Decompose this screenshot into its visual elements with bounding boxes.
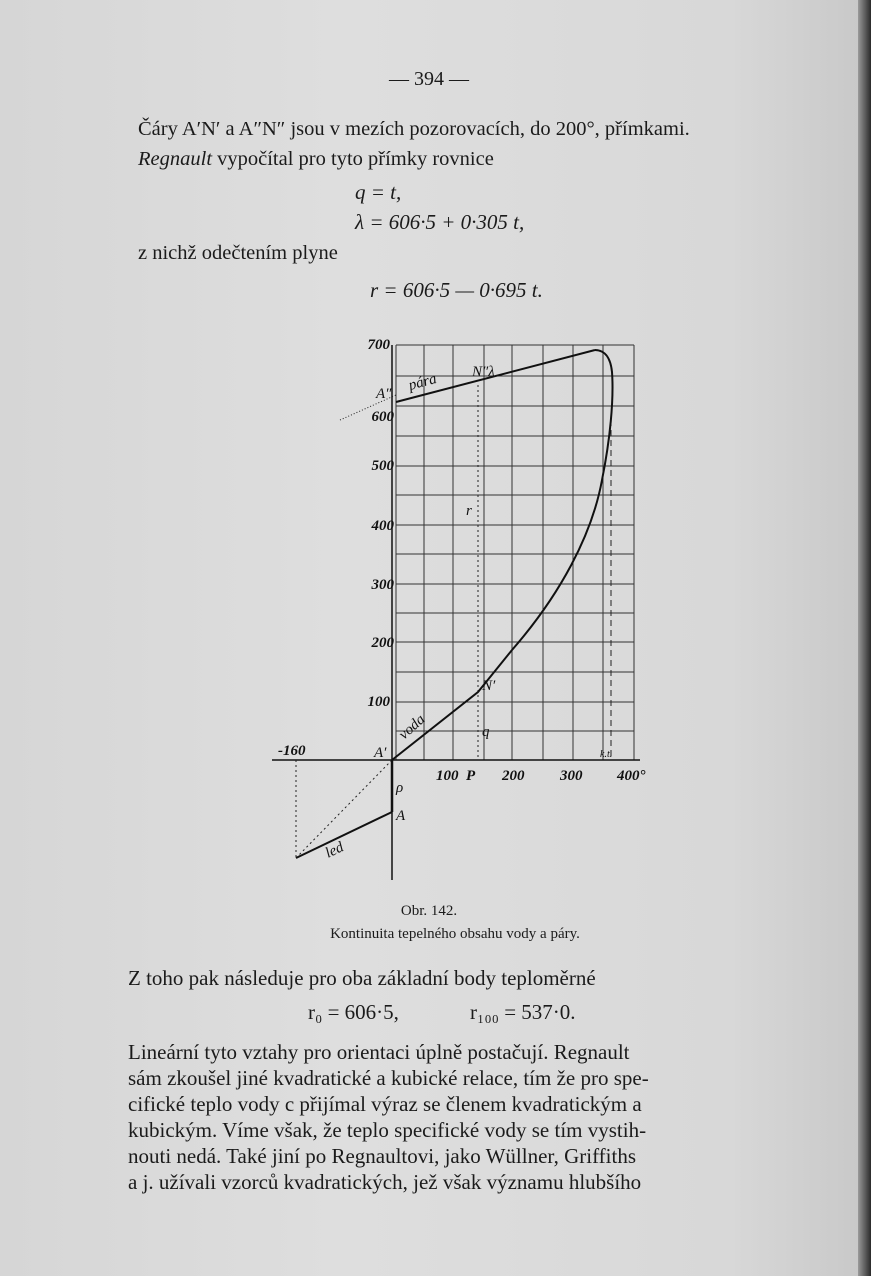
x-tick-300: 300 [560,768,583,784]
equation-r: r = 606·5 — 0·695 t. [370,278,543,302]
author-regnault: Regnault [138,148,213,170]
label-n-single: N′ [482,678,496,694]
paragraph-line-1: Lineární tyto vztahy pro orientaci úplně postačují. Regnault [128,1040,630,1064]
book-spine-shadow [858,0,871,1276]
figure-caption: Kontinuita tepelného obsahu vody a páry. [330,926,580,942]
dashed-line-ice-diagonal [296,760,392,858]
chart-grid [396,345,634,760]
page-number: — 394 — [389,68,469,90]
label-q: q [482,724,490,740]
water-curve-voda [392,350,613,760]
label-voda: voda [395,711,429,743]
paragraph-line-6: a j. užívali vzorců kvadratických, jež však významu hlubšího [128,1170,642,1194]
intro-line-1: Čáry A′N′ a A″N″ jsou v mezích pozorovacích, do 200°, přímkami. [138,118,690,140]
x-tick-200: 200 [502,768,525,784]
label-para: pára [406,371,439,394]
x-tick-400: 400° [617,768,646,784]
figure-number: Obr. 142. [400,903,458,919]
y-tick-400: 400 [371,518,394,534]
equation-r0: r₀ = 606·5, [308,1000,399,1024]
paragraph-line-4: kubickým. Víme však, že teplo specifické vody se tím vystih- [128,1118,647,1142]
label-rho: ρ [396,780,404,796]
label-kt: k.t. [600,749,613,760]
intro-line-3: z nichž odečtením plyne [138,242,338,264]
intro-line-2-rest: vypočítal pro tyto přímky rovnice [212,148,494,170]
x-tick-p: P [466,768,476,784]
label-a: A [396,808,406,824]
equation-q: q = t, [355,180,402,204]
paragraph-line-5: nouti nedá. Také jiní po Regnaultovi, jako Wüllner, Griffiths [128,1144,637,1168]
x-tick-minus-160: -160 [278,743,306,759]
y-tick-700: 700 [367,337,390,353]
label-a-double: A″ [376,386,392,402]
label-led: led [322,839,347,862]
equation-lambda: λ = 606·5 + 0·305 t, [355,210,525,234]
label-a-single: A′ [374,745,387,761]
y-tick-100: 100 [367,694,390,710]
y-tick-300: 300 [371,577,394,593]
follow-line-1: Z toho pak následuje pro oba základní body teploměrné [128,966,596,990]
label-n-double-lambda: N″λ [472,364,495,380]
paragraph-line-2: sám zkoušel jiné kvadratické a kubické relace, tím že pro spe- [128,1066,649,1090]
label-r: r [466,503,472,519]
y-tick-200: 200 [371,635,394,651]
y-tick-600: 600 [371,409,394,425]
equation-r100: r₁₀₀ = 537·0. [470,1000,576,1024]
y-tick-500: 500 [371,458,394,474]
paragraph-line-3: cifické teplo vody c přijímal výraz se členem kvadratickým a [128,1092,642,1116]
x-tick-100: 100 [436,768,459,784]
